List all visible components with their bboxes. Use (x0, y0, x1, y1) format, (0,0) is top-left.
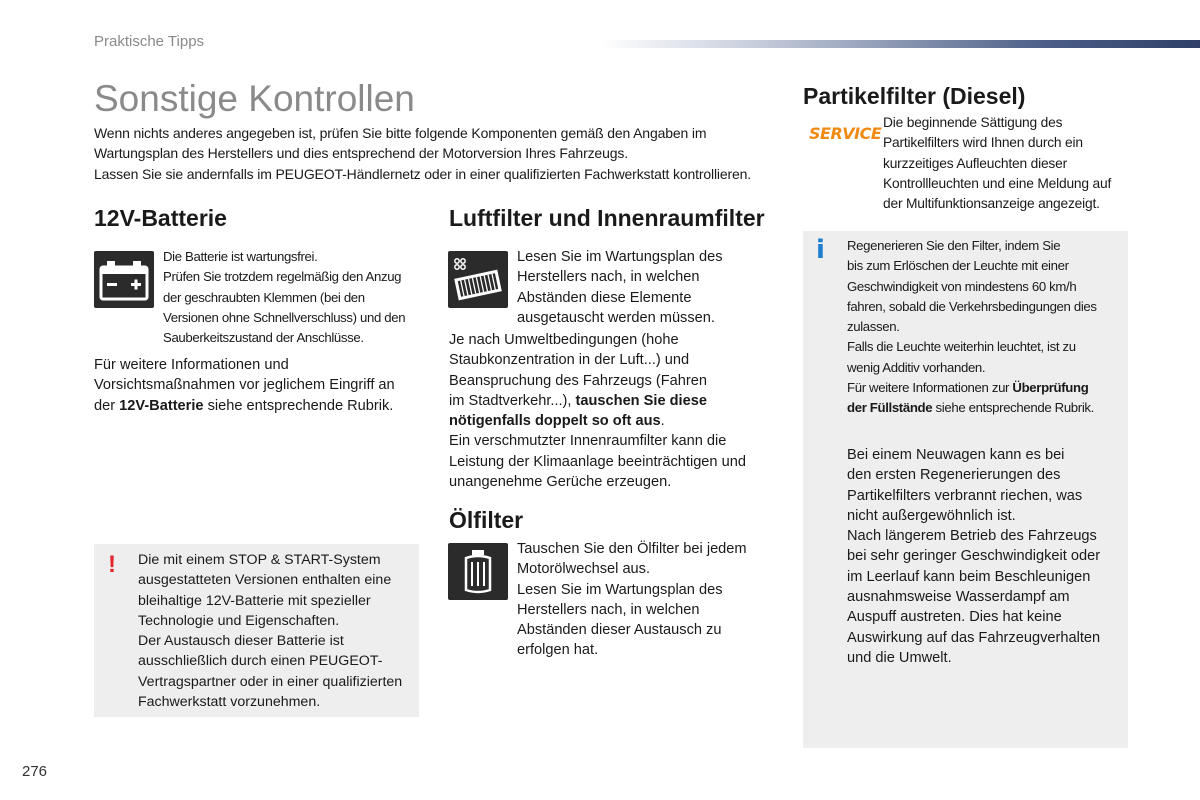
bold-reference: 12V-Batterie (119, 397, 204, 414)
particle-filter-line: Kontrollleuchten und eine Meldung auf (883, 175, 1112, 191)
warning-line: Der Austausch dieser Batterie ist (138, 633, 344, 650)
info-line: wenig Additiv vorhanden. (847, 359, 986, 375)
warning-line: Fachwerkstatt vorzunehmen. (138, 694, 321, 711)
particle-filter-text (883, 113, 1111, 214)
info-line: fahren, sobald die Verkehrsbedingungen dies (847, 298, 1097, 314)
info-body-line: bei sehr geringer Geschwindigkeit oder (847, 548, 1101, 565)
info-line: Falls die Leuchte weiterhin leuchtet, ist zu (847, 339, 1076, 355)
warning-line: bleihaltige 12V-Batterie mit spezieller (138, 592, 371, 609)
battery-note-line: Die Batterie ist wartungsfrei. (163, 249, 318, 264)
section-label: Praktische Tipps (94, 33, 205, 50)
warning-line: ausgestatteten Versionen enthalten eine (138, 572, 392, 589)
info-body-line: Auspuff austreten. Dies hat keine (847, 609, 1062, 626)
oil-filter-line: Motorölwechsel aus. (517, 561, 651, 578)
warning-line: Die mit einem STOP & START-System (138, 552, 381, 568)
info-body-line: im Leerlauf kann beim Beschleunigen (847, 568, 1091, 585)
particle-filter-heading: Partikelfilter (Diesel) (803, 83, 1026, 109)
text-span: siehe entsprechende Rubrik. (932, 400, 1094, 416)
oil-filter-heading: Ölfilter (449, 507, 524, 533)
air-filter-intro (517, 247, 723, 328)
particle-filter-line: der Multifunktionsanzeige angezeigt. (883, 196, 1100, 212)
oil-filter-line: Tauschen Sie den Ölfilter bei jedem (517, 541, 747, 557)
info-body-text (847, 445, 1100, 668)
battery-note (163, 247, 405, 348)
header-bar (600, 40, 1200, 48)
oil-filter-icon (448, 543, 508, 600)
battery-more-line (94, 396, 395, 416)
intro-line: Wartungsplan des Herstellers und dies entsprechend der Motorversion Ihres Fahrzeugs. (94, 145, 628, 162)
oil-filter-line: Lesen Sie im Wartungsplan des (517, 581, 723, 598)
oil-filter-text (517, 539, 747, 661)
info-body-line: Auswirkung auf das Fahrzeugverhalten (847, 629, 1101, 646)
battery-heading: 12V-Batterie (94, 205, 227, 231)
info-text (847, 236, 1097, 419)
air-filter-heading: Luftfilter und Innenraumfilter (449, 205, 765, 231)
bold-reference: der Füllstände (847, 400, 933, 416)
particle-filter-line: kurzzeitiges Aufleuchten dieser (883, 155, 1067, 171)
bold-text: tauschen Sie diese (575, 392, 707, 409)
air-filter-line: Je nach Umweltbedingungen (hohe (449, 332, 679, 348)
air-filter-line: unangenehme Gerüche erzeugen. (449, 474, 672, 491)
air-filter-line: Staubkonzentration in der Luft...) und (449, 352, 690, 369)
info-body-line: Nach längerem Betrieb des Fahrzeugs (847, 528, 1097, 545)
oil-filter-line: Herstellers nach, in welchen (517, 601, 700, 618)
oil-filter-line: Abständen dieser Austausch zu (517, 622, 722, 639)
warning-line: ausschließlich durch einen PEUGEOT- (138, 653, 383, 670)
text-span: Für weitere Informationen zur (847, 380, 1013, 396)
air-filter-icon (448, 251, 508, 308)
battery-note-line: Versionen ohne Schnellverschluss) und den (163, 309, 406, 325)
intro-line: Lassen Sie sie andernfalls im PEUGEOT-Händlernetz oder in einer qualifizierten Fachwerkstatt kontrollieren. (94, 165, 752, 182)
info-line: bis zum Erlöschen der Leuchte mit einer (847, 258, 1069, 274)
warning-line: Technologie und Eigenschaften. (138, 612, 340, 629)
text-span: im Stadtverkehr...), (449, 392, 576, 409)
air-filter-line: Lesen Sie im Wartungsplan des (517, 249, 723, 265)
info-line: Geschwindigkeit von mindestens 60 km/h (847, 278, 1077, 294)
info-icon: i (816, 235, 825, 265)
page-title: Sonstige Kontrollen (94, 78, 415, 119)
air-filter-line: Leistung der Klimaanlage beeinträchtigen und (449, 453, 746, 470)
battery-more-line: Für weitere Informationen und (94, 357, 289, 373)
warning-icon: ! (108, 551, 116, 578)
battery-more-info (94, 355, 395, 416)
info-body-line: Bei einem Neuwagen kann es bei (847, 447, 1065, 463)
info-body-line: und die Umwelt. (847, 649, 952, 666)
air-filter-line (449, 391, 746, 411)
air-filter-line: Beanspruchung des Fahrzeugs (Fahren (449, 372, 707, 389)
air-filter-line: Ein verschmutzter Innenraumfilter kann die (449, 433, 727, 450)
info-line: zulassen. (847, 319, 900, 335)
particle-filter-line: Partikelfilters wird Ihnen durch ein (883, 135, 1083, 151)
battery-warning-text (138, 550, 402, 712)
warning-line: Vertragspartner oder in einer qualifizierten (138, 673, 403, 690)
battery-more-line: Vorsichtsmaßnahmen vor jeglichem Eingriff an (94, 377, 395, 394)
bold-reference: Überprüfung (1012, 380, 1089, 396)
info-line: Regenerieren Sie den Filter, indem Sie (847, 238, 1061, 253)
battery-note-line: Sauberkeitszustand der Anschlüsse. (163, 330, 364, 346)
text-span: . (660, 413, 665, 430)
air-filter-body (449, 330, 746, 492)
intro-line: Wenn nichts anderes angegeben ist, prüfen Sie bitte folgende Komponenten gemäß den Angaben im (94, 125, 707, 141)
info-body-line: Partikelfilters verbrannt riechen, was (847, 487, 1083, 504)
particle-filter-info-box (803, 231, 1128, 748)
air-filter-line: Herstellers nach, in welchen (517, 269, 700, 286)
particle-filter-line: Die beginnende Sättigung des (883, 115, 1063, 130)
air-filter-line: ausgetauscht werden müssen. (517, 309, 715, 326)
air-filter-line (449, 411, 746, 431)
battery-icon (94, 251, 154, 308)
text-span: der (94, 397, 120, 414)
text-span: siehe entsprechende Rubrik. (203, 397, 394, 414)
info-body-line: nicht außergewöhnlich ist. (847, 507, 1016, 524)
oil-filter-line: erfolgen hat. (517, 642, 599, 659)
air-filter-line: Abständen diese Elemente (517, 289, 692, 306)
info-body-line: ausnahmsweise Wasserdampf am (847, 589, 1070, 606)
intro-text (94, 123, 784, 184)
bold-text: nötigenfalls doppelt so oft aus (449, 413, 661, 430)
info-line (847, 398, 1097, 418)
page-number: 276 (22, 763, 48, 780)
battery-note-line: Prüfen Sie trotzdem regelmäßig den Anzug (163, 269, 402, 285)
service-warning-icon: SERVICE (809, 124, 882, 143)
info-body-line: den ersten Regenerierungen des (847, 467, 1061, 484)
info-line (847, 378, 1097, 398)
battery-note-line: der geschraubten Klemmen (bei den (163, 289, 365, 305)
battery-warning-box (94, 544, 419, 717)
